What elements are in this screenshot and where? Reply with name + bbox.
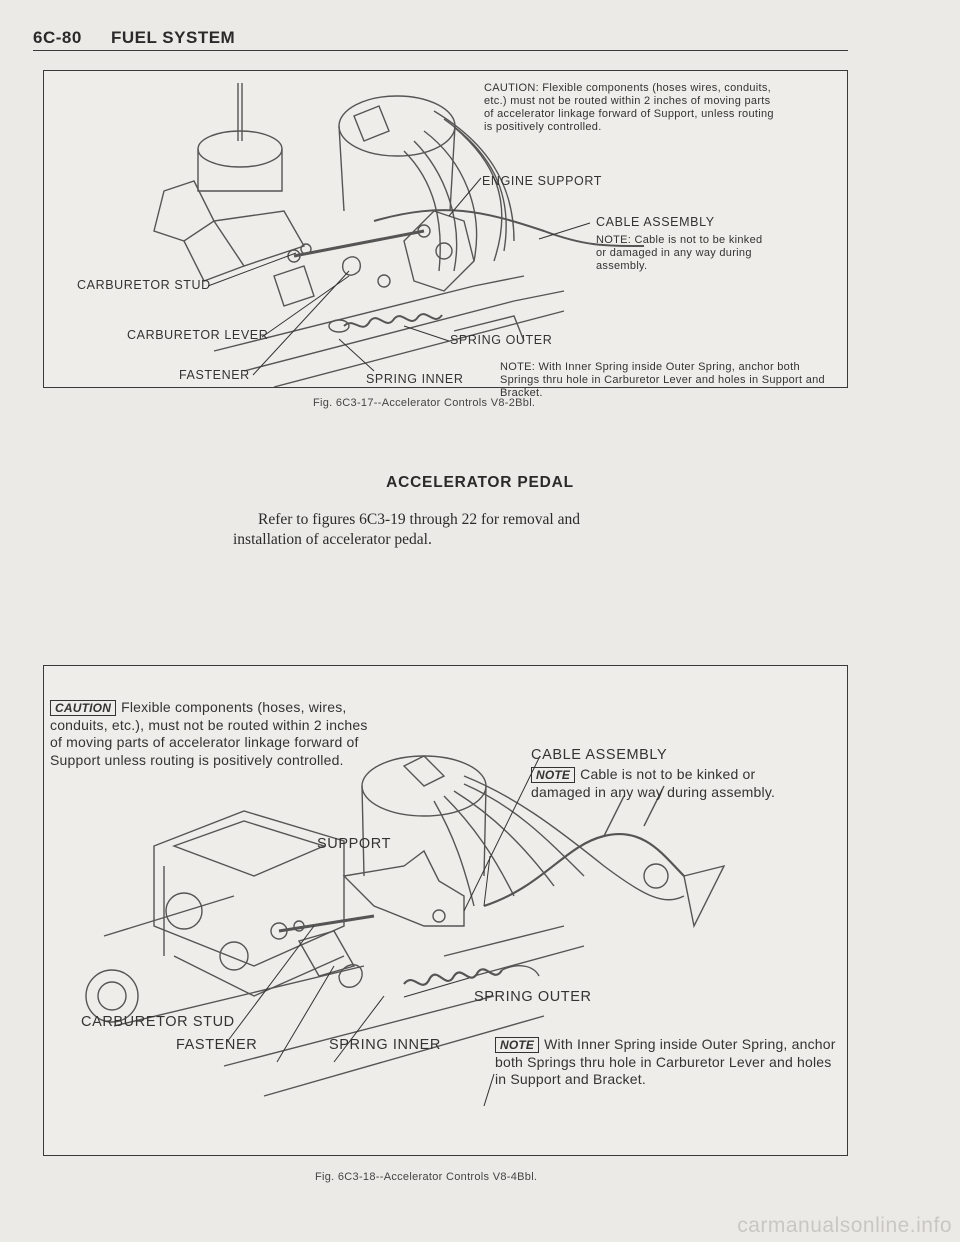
label-spring-outer: SPRING OUTER xyxy=(450,333,553,347)
spring-note-block xyxy=(495,1036,845,1089)
figure-accelerator-controls-4bbl xyxy=(43,665,848,1156)
figure-accelerator-controls-2bbl xyxy=(43,70,848,399)
label-cable-assembly: CABLE ASSEMBLY xyxy=(531,747,668,763)
label-engine-support: ENGINE SUPPORT xyxy=(482,174,602,188)
label-carburetor-lever: CARBURETOR LEVER xyxy=(127,328,269,342)
section-name: FUEL SYSTEM xyxy=(111,28,236,47)
label-cable-assembly: CABLE ASSEMBLY xyxy=(596,215,715,229)
caution-tag: CAUTION xyxy=(50,700,116,716)
section-body xyxy=(233,510,663,550)
cable-note: NOTE: Cable is not to be kinked or damaged in any way during assembly. xyxy=(596,234,763,272)
label-carburetor-stud: CARBURETOR STUD xyxy=(77,278,211,292)
body-line-1: Refer to figures 6C3-19 through 22 for removal and xyxy=(258,511,580,528)
section-title: ACCELERATOR PEDAL xyxy=(386,474,574,491)
spring-note-text: With Inner Spring inside Outer Spring, anchor both Springs thru hole in Carburetor Lever and holes in Support and Bracket. xyxy=(495,1036,836,1087)
cable-note-block xyxy=(531,766,776,801)
caution-text: Flexible components (hoses, wires, conduits, etc.), must not be routed within 2 inches of moving parts of accelerator linkage forward of Support unless routing is positively controlled. xyxy=(50,699,368,768)
figure-caption: Fig. 6C3-18--Accelerator Controls V8-4Bbl. xyxy=(315,1171,538,1183)
page-number: 6C-80 xyxy=(33,28,82,47)
label-support: SUPPORT xyxy=(317,836,392,852)
label-fastener: FASTENER xyxy=(176,1037,258,1053)
spring-note: NOTE: With Inner Spring inside Outer Spring, anchor both Springs thru hole in Carburetor Lever and holes in Support and Bracket. xyxy=(500,361,825,399)
label-carburetor-stud: CARBURETOR STUD xyxy=(81,1014,235,1030)
figure-caption: Fig. 6C3-17--Accelerator Controls V8-2Bbl. xyxy=(313,397,536,409)
page-header xyxy=(33,28,848,51)
note-tag: NOTE xyxy=(531,767,575,783)
label-fastener: FASTENER xyxy=(179,368,250,382)
label-spring-inner: SPRING INNER xyxy=(366,372,464,386)
note-tag: NOTE xyxy=(495,1037,539,1053)
caution-note: CAUTION: Flexible components (hoses wires, conduits, etc.) must not be routed within 2 inches of moving parts of accelerator linkage forward of Support, unless routing is positively controlled. xyxy=(484,82,774,133)
caution-block xyxy=(50,699,370,769)
watermark: carmanualsonline.info xyxy=(737,1214,952,1237)
cable-note-text: Cable is not to be kinked or damaged in any way during assembly. xyxy=(531,766,776,800)
label-spring-inner: SPRING INNER xyxy=(329,1037,441,1053)
body-line-2: installation of accelerator pedal. xyxy=(233,531,432,548)
label-spring-outer: SPRING OUTER xyxy=(474,989,592,1005)
